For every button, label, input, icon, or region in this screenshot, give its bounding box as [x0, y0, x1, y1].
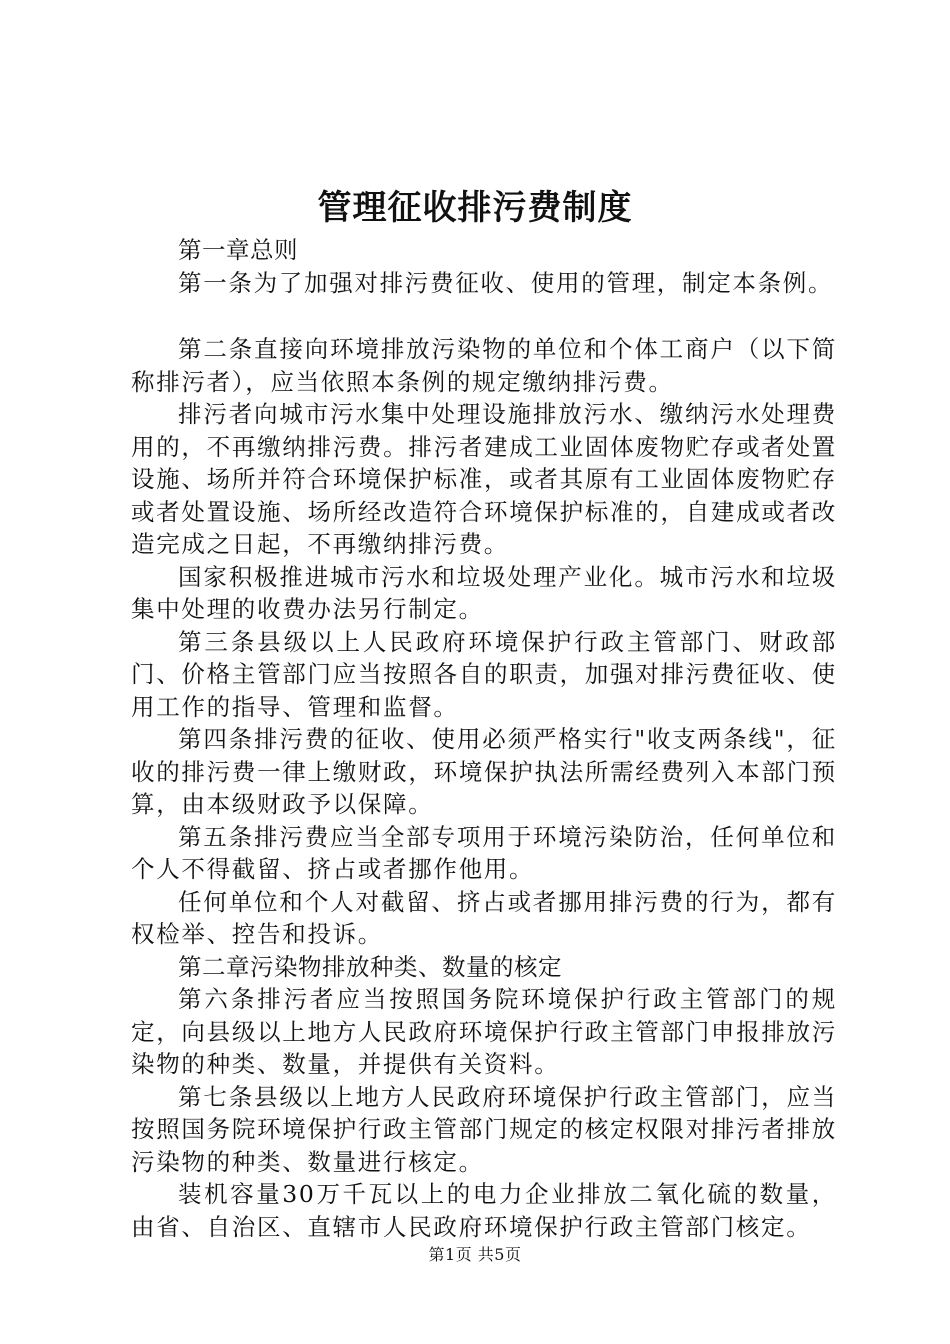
- article-4: 第四条排污费的征收、使用必须严格实行"收支两条线"，征收的排污费一律上缴财政，环境保护执法所需经费列入本部门预算，由本级财政予以保障。: [131, 725, 837, 818]
- page-footer: 第1页 共5页: [428, 1245, 522, 1264]
- article-2-para-3: 国家积极推进城市污水和垃圾处理产业化。城市污水和垃圾集中处理的收费办法另行制定。: [131, 562, 837, 623]
- article-2-para-2: 排污者向城市污水集中处理设施排放污水、缴纳污水处理费用的，不再缴纳排污费。排污者建成工业固体废物贮存或者处置设施、场所并符合环境保护标准，或者其原有工业固体废物贮存或者处置设施、场所经改造符合环境保护标准的，自建成或者改造完成之日起，不再缴纳排污费。: [131, 400, 837, 558]
- document-body: [131, 234, 837, 1243]
- article-7: 第七条县级以上地方人民政府环境保护行政主管部门，应当按照国务院环境保护行政主管部门规定的核定权限对排污者排放污染物的种类、数量进行核定。: [131, 1082, 837, 1176]
- article-5-para-2: 任何单位和个人对截留、挤占或者挪用排污费的行为，都有权检举、控告和投诉。: [131, 887, 837, 948]
- chapter-heading-1: 第一章总则: [178, 236, 298, 264]
- article-3: 第三条县级以上人民政府环境保护行政主管部门、财政部门、价格主管部门应当按照各自的职责，加强对排污费征收、使用工作的指导、管理和监督。: [131, 627, 837, 721]
- article-6: 第六条排污者应当按照国务院环境保护行政主管部门的规定，向县级以上地方人民政府环境保护行政主管部门申报排放污染物的种类、数量，并提供有关资料。: [131, 985, 837, 1078]
- article-5: 第五条排污费应当全部专项用于环境污染防治，任何单位和个人不得截留、挤占或者挪作他用。: [131, 822, 837, 883]
- document-title: 管理征收排污费制度: [317, 188, 633, 228]
- article-2: 第二条直接向环境排放污染物的单位和个体工商户（以下简称排污者），应当依照本条例的规定缴纳排污费。: [131, 335, 837, 396]
- chapter-heading-2: 第二章污染物排放种类、数量的核定: [178, 952, 562, 981]
- article-1: 第一条为了加强对排污费征收、使用的管理，制定本条例。: [178, 268, 834, 297]
- article-7-para-2: 装机容量30万千瓦以上的电力企业排放二氧化硫的数量，由省、自治区、直辖市人民政府环境保护行政主管部门核定。: [131, 1180, 837, 1241]
